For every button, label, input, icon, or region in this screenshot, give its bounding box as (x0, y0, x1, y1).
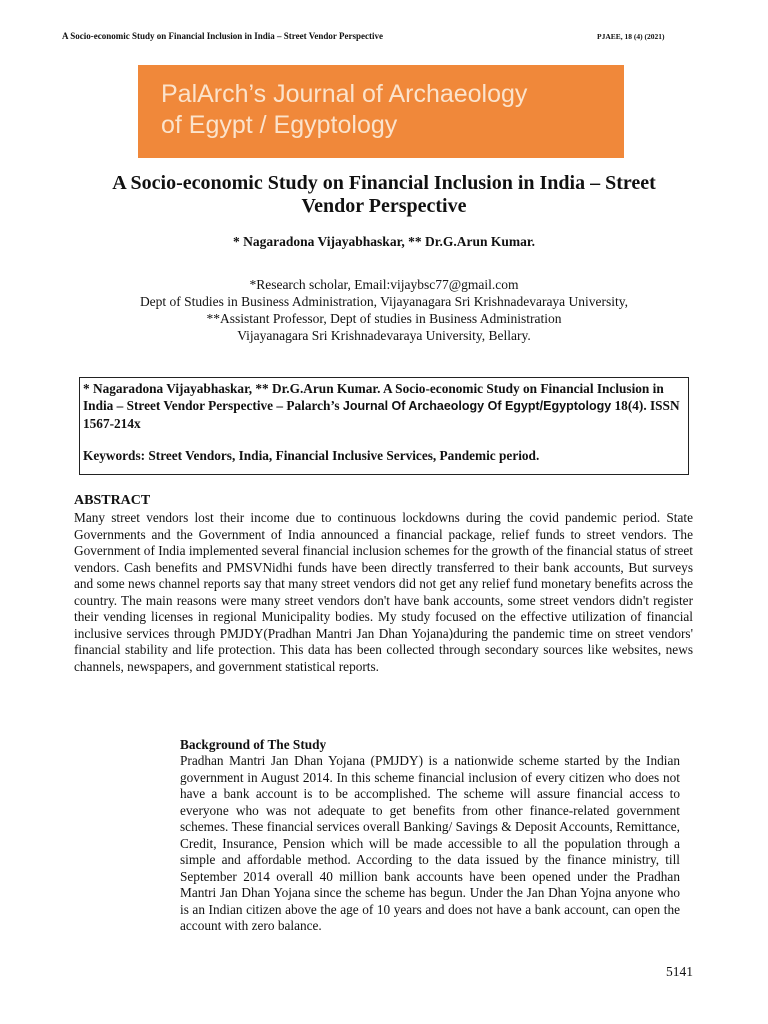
citation-box (79, 377, 689, 475)
running-title: A Socio-economic Study on Financial Inclusion in India – Street Vendor Perspective (62, 31, 383, 41)
journal-reference: PJAEE, 18 (4) (2021) (597, 32, 665, 41)
affiliation-line: *Research scholar, Email:vijaybsc77@gmail.com (249, 277, 519, 292)
citation-text (83, 380, 684, 432)
background-heading: Background of The Study (180, 737, 327, 752)
keywords: Keywords: Street Vendors, India, Financial Inclusive Services, Pandemic period. (83, 448, 540, 463)
page-number: 5141 (666, 964, 693, 979)
abstract-body: Many street vendors lost their income due to continuous lockdowns during the covid pandemic period. State Governments and the Government of India announced a financial package, relief funds to street vendors. The Government of India implemented several financial inclusion schemes for the growth of the financial status of street vendors. Cash benefits and PMSVNidhi funds have been directly transferred to their bank accounts, But surveys and some news channel reports say that many street vendors did not get any relief fund monetary benefits across the country. The main reasons were many street vendors don't have bank accounts, some street vendors didn't register their vending licenses in regional Municipality bodies. My study focused on the effective utilization of financial inclusive services through PMJDY(Pradhan Mantri Jan Dhan Yojana)during the pandemic time on street vendors' financial stability and life protection. This data has been collected through secondary sources like websites, news channels, newspapers, and government statistical reports. (74, 510, 693, 674)
affiliation-line: Dept of Studies in Business Administration, Vijayanagara Sri Krishnadevaraya University, (139, 294, 629, 309)
affiliation-line: **Assistant Professor, Dept of studies in Business Administration (206, 311, 562, 326)
paper-title: A Socio-economic Study on Financial Inclusion in India – Street Vendor Perspective (112, 172, 656, 217)
abstract-heading: ABSTRACT (74, 493, 151, 508)
citation-tail: 18(4). ISSN 1567-214x (83, 398, 680, 431)
authors: * Nagaradona Vijayabhaskar, ** Dr.G.Arun Kumar. (233, 234, 535, 249)
citation-main: * Nagaradona Vijayabhaskar, ** Dr.G.Arun Kumar. A Socio-economic Study on Financial Inclusion in India – Street Vendor Perspective – Palarch’s (83, 381, 664, 413)
affiliations (60, 276, 708, 344)
citation-journal: Journal Of Archaeology Of Egypt/Egyptology (342, 399, 612, 413)
journal-banner-text: PalArch’s Journal of Archaeology of Egypt / Egyptology (161, 80, 528, 139)
background-body: Pradhan Mantri Jan Dhan Yojana (PMJDY) is a nationwide scheme started by the Indian government in August 2014. In this scheme financial inclusion of every citizen who does not have a bank account is to be accomplished. The scheme will assure financial access to everyone who was not adequate to get benefits from other finance-related government schemes. These financial services overall Banking/ Savings & Deposit Accounts, Remittance, Credit, Insurance, Pension which will be made accessible to all the population through a simple and affordable method. According to the data issued by the finance ministry, till September 2014 overall 40 million bank accounts have been opened under the Pradhan Mantri Jan Dhan Yojana since the scheme has begun. Under the Jan Dhan Yojna anyone who is an Indian citizen above the age of 10 years and does not have a bank account, can open the account with zero balance. (180, 753, 680, 933)
journal-banner (138, 65, 624, 158)
affiliation-line: Vijayanagara Sri Krishnadevaraya University, Bellary. (237, 328, 531, 343)
